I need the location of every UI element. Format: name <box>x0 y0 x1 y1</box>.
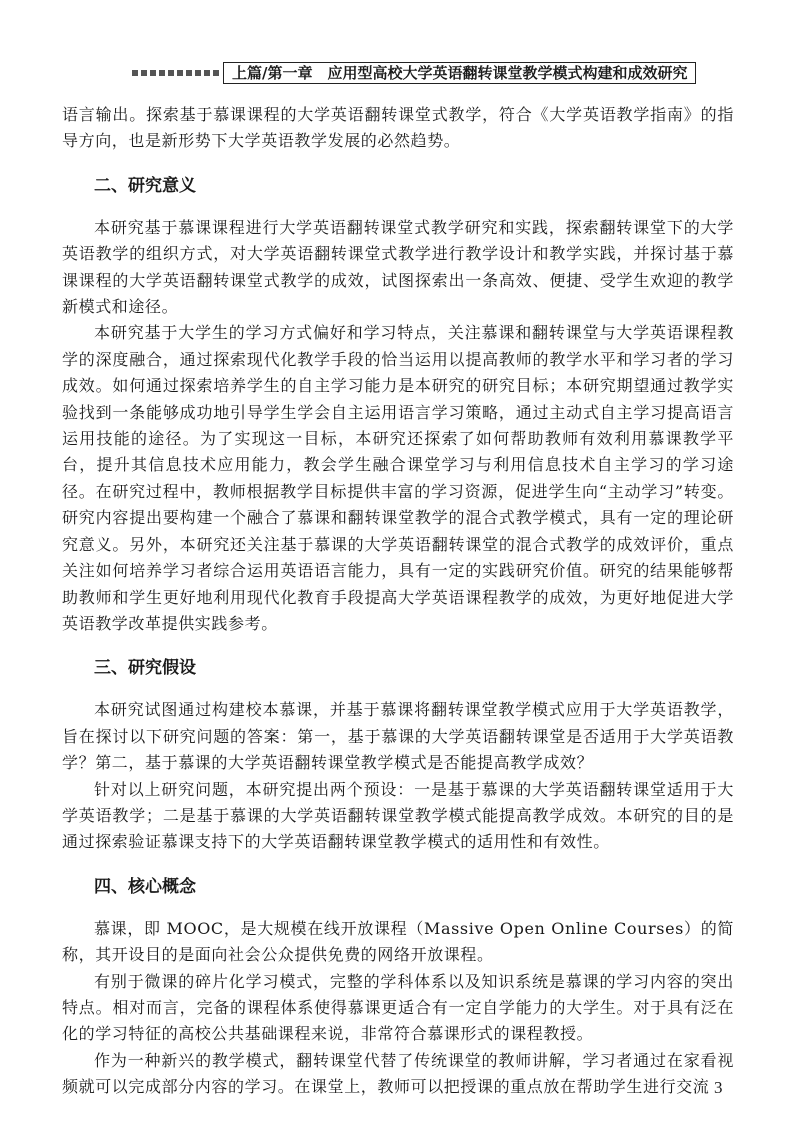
dot <box>186 70 192 76</box>
dot <box>150 70 156 76</box>
dot <box>177 70 183 76</box>
dot <box>195 70 201 76</box>
page-number: 3 <box>714 1078 723 1097</box>
paragraph: 本研究基于大学生的学习方式偏好和学习特点，关注慕课和翻转课堂与大学英语课程教学的深度融合，通过探索现代化教学手段的恰当运用以提高教师的教学水平和学习者的学习成效。如何通过探索培养学生的自主学习能力是本研究的研究目标；本研究期望通过教学实验找到一条能够成功地引导学生学会自主运用语言学习策略，通过主动式自主学习提高语言运用技能的途径。为了实现这一目标，本研究还探索了如何帮助教师有效利用慕课教学平台，提升其信息技术应用能力，教会学生融合课堂学习与利用信息技术自主学习的学习途径。在研究过程中，教师根据教学目标提供丰富的学习资源，促进学生向“主动学习”转变。研究内容提出要构建一个融合了慕课和翻转课堂教学的混合式教学模式，具有一定的理论研究意义。另外，本研究还关注基于慕课的大学英语翻转课堂的混合式教学的成效评价，重点关注如何培养学习者综合运用英语语言能力，具有一定的实践研究价值。研究的结果能够帮助教师和学生更好地利用现代化教育手段提高大学英语课程教学的成效，为更好地促进大学英语教学改革提供实践参考。 <box>62 323 734 633</box>
dot <box>204 70 210 76</box>
running-header <box>132 62 728 84</box>
section-heading: 四、核心概念 <box>94 876 196 897</box>
paragraph: 有别于微课的碎片化学习模式，完整的学科体系以及知识系统是慕课的学习内容的突出特点。相对而言，完备的课程体系使得慕课更适合有一定自学能力的大学生。对于具有泛在化的学习特征的高校公共基础课程来说，非常符合慕课形式的课程教授。 <box>62 971 734 1044</box>
dot <box>141 70 147 76</box>
dot <box>213 70 219 76</box>
header-dots-decoration <box>132 70 219 76</box>
dot <box>132 70 138 76</box>
paragraph: 针对以上研究问题，本研究提出两个预设：一是基于慕课的大学英语翻转课堂适用于大学英语教学；二是基于慕课的大学英语翻转课堂教学模式能提高教学成效。本研究的目的是通过探索验证慕课支持下的大学英语翻转课堂教学模式的适用性和有效性。 <box>62 779 734 852</box>
page-body <box>62 102 734 1101</box>
section-heading: 三、研究假设 <box>94 658 196 679</box>
dot <box>168 70 174 76</box>
dot <box>159 70 165 76</box>
paragraph: 本研究试图通过构建校本慕课，并基于慕课将翻转课堂教学模式应用于大学英语教学，旨在探讨以下研究问题的答案：第一，基于慕课的大学英语翻转课堂是否适用于大学英语教学？第二，基于慕课的大学英语翻转课堂教学模式是否能提高教学成效？ <box>62 700 734 773</box>
paragraph: 慕课，即 MOOC，是大规模在线开放课程（Massive Open Online Courses）的简称，其开设目的是面向社会公众提供免费的网络开放课程。 <box>62 918 734 965</box>
header-title: 上篇/第一章 应用型高校大学英语翻转课堂教学模式构建和成效研究 <box>223 62 696 84</box>
paragraph: 本研究基于慕课课程进行大学英语翻转课堂式教学研究和实践，探索翻转课堂下的大学英语教学的组织方式，对大学英语翻转课堂式教学进行教学设计和教学实践，并探讨基于慕课课程的大学英语翻转课堂式教学的成效，试图探索出一条高效、便捷、受学生欢迎的教学新模式和途径。 <box>62 217 734 317</box>
section-heading: 二、研究意义 <box>94 175 196 196</box>
paragraph: 作为一种新兴的教学模式，翻转课堂代替了传统课堂的教师讲解，学习者通过在家看视频就可以完成部分内容的学习。在课堂上，教师可以把授课的重点放在帮助学生进行交流 <box>62 1050 734 1097</box>
paragraph: 语言输出。探索基于慕课课程的大学英语翻转课堂式教学，符合《大学英语教学指南》的指导方向，也是新形势下大学英语教学发展的必然趋势。 <box>62 105 734 151</box>
